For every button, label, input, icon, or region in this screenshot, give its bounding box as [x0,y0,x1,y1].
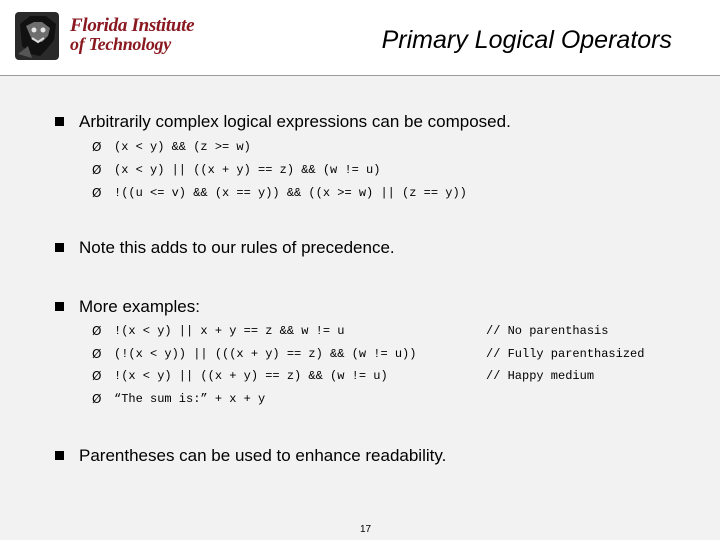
code-comment: // Happy medium [486,369,595,383]
bullet-text: Arbitrarily complex logical expressions can be composed. [79,112,511,131]
header-divider [0,75,720,76]
code-expression: (x < y) && (z >= w) [114,140,251,154]
square-bullet-icon [55,117,64,126]
fit-logo [12,10,195,64]
arrow-bullet-icon: Ø [92,369,102,383]
arrow-bullet-icon: Ø [92,392,102,406]
arrow-bullet-icon: Ø [92,347,102,361]
code-expression: “The sum is:” + x + y [114,392,266,406]
code-comment: // Fully parenthasized [486,347,645,361]
bullet-text: More examples: [79,297,200,316]
square-bullet-icon [55,451,64,460]
bullet-text: Note this adds to our rules of precedence. [79,238,395,257]
slide-title: Primary Logical Operators [381,26,672,54]
code-expression: (!(x < y)) || (((x + y) == z) && (w != u)) [114,347,417,361]
sub-item [92,392,266,434]
code-expression: (x < y) || ((x + y) == z) && (w != u) [114,163,381,177]
arrow-bullet-icon: Ø [92,324,102,338]
bullet-text: Parentheses can be used to enhance readability. [79,446,447,465]
code-expression: !(x < y) || x + y == z && w != u [114,324,345,338]
panther-logo-icon [12,10,64,62]
sub-item [92,186,467,228]
arrow-bullet-icon: Ø [92,163,102,177]
logo-line-2: of Technology [70,34,171,54]
code-expression: !(x < y) || ((x + y) == z) && (w != u) [114,369,388,383]
code-comment: // No parenthasis [486,324,609,338]
logo-line-1: Florida Institute [70,15,195,36]
arrow-bullet-icon: Ø [92,140,102,154]
page-number: 17 [360,524,372,535]
code-expression: !((u <= v) && (x == y)) && ((x >= w) || (z == y)) [114,186,467,200]
square-bullet-icon [55,302,64,311]
arrow-bullet-icon: Ø [92,186,102,200]
slide-header [0,0,720,76]
square-bullet-icon [55,243,64,252]
logo-wordmark [70,16,194,54]
